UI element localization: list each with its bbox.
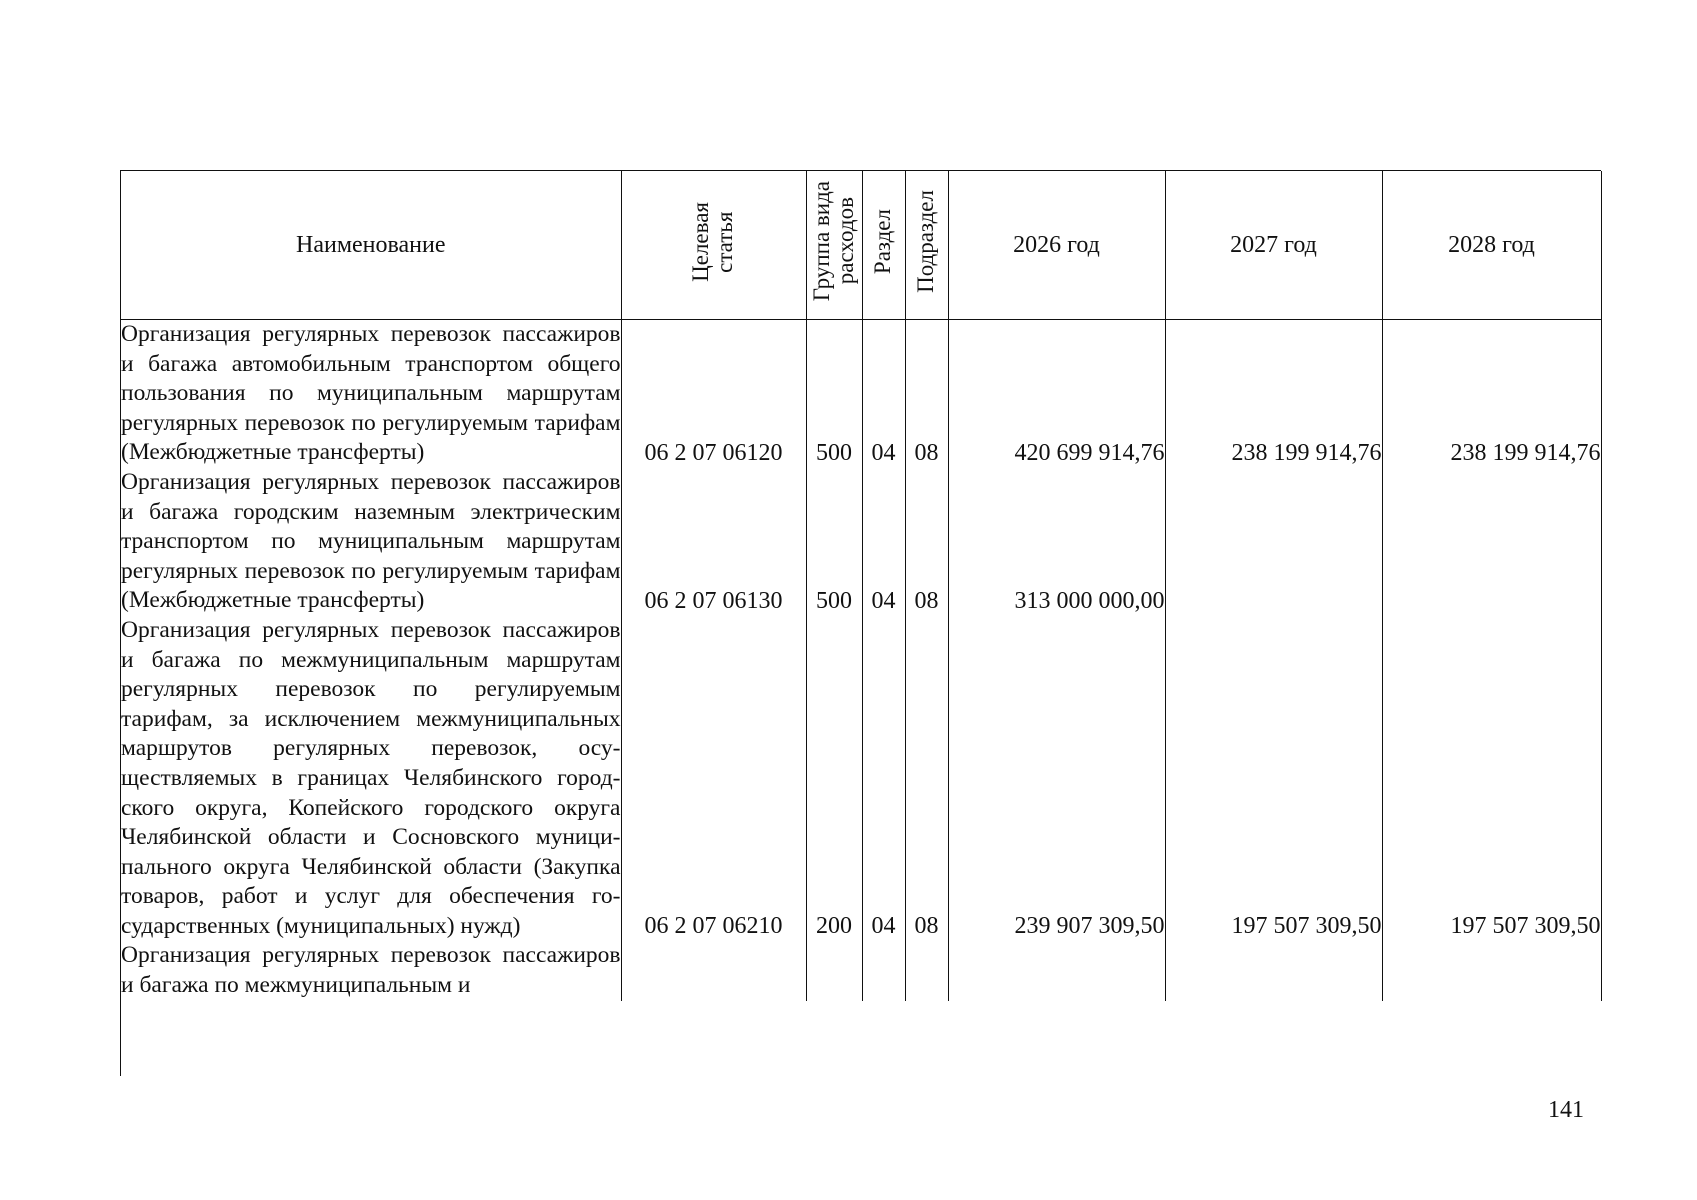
header-year-2026 <box>948 171 1165 320</box>
row-target-item: 06 2 07 06120 <box>621 320 806 468</box>
header-year-2027 <box>1165 171 1382 320</box>
row-amount-2026 <box>948 941 1165 1000</box>
row-amount-2027: 238 199 914,76 <box>1165 320 1382 468</box>
row-subsection: 08 <box>905 468 948 616</box>
table-header-row <box>121 171 1601 320</box>
header-subsection <box>905 171 948 320</box>
row-amount-2027 <box>1165 941 1382 1000</box>
row-amount-2027: 197 507 309,50 <box>1165 616 1382 942</box>
row-name: Организация регулярных перевозок пассажиров и багажа по межмуниципальным и <box>121 941 621 1000</box>
header-name <box>121 171 621 320</box>
row-expense-group: 500 <box>806 468 862 616</box>
row-amount-2026: 239 907 309,50 <box>948 616 1165 942</box>
row-amount-2028 <box>1382 941 1601 1000</box>
row-section: 04 <box>862 468 905 616</box>
row-name: Организация регулярных перевозок пассажиров и багажа городским наземным электрическим транспортом по муниципальным маршрутам регулярных перевозок по регулируемым тарифам (Межбюджетные трансферты) <box>121 468 621 616</box>
row-subsection <box>905 941 948 1000</box>
row-amount-2026: 420 699 914,76 <box>948 320 1165 468</box>
page-number: 141 <box>1548 1097 1584 1123</box>
row-amount-2026: 313 000 000,00 <box>948 468 1165 616</box>
row-section: 04 <box>862 320 905 468</box>
header-year-2026-label: 2026 год <box>1013 231 1100 258</box>
row-name: Организация регулярных перевозок пассажиров и багажа по межмуниципальным маршрутам регулярных перевозок по регулируемым тарифам, за исключением межмуниципальных маршрутов регулярных перевозок, осуществляемых в границах Челябинского городского округа, Копейского городского округа Челябинской области и Сосновского муниципального округа Челябинской области (Закупка товаров, работ и услуг для обеспечения государственных (муниципальных) нужд) <box>121 616 621 942</box>
row-target-item: 06 2 07 06130 <box>621 468 806 616</box>
header-year-2028-label: 2028 год <box>1448 231 1535 258</box>
row-section <box>862 941 905 1000</box>
row-amount-2027 <box>1165 468 1382 616</box>
header-target-item-label: Целевая статья <box>688 201 738 282</box>
row-subsection: 08 <box>905 320 948 468</box>
row-name: Организация регулярных перевозок пассажиров и багажа автомобильным транспортом общего пользования по муниципальным маршрутам регулярных перевозок по регулируемым тарифам (Межбюджетные трансферты) <box>121 320 621 468</box>
header-year-2027-label: 2027 год <box>1230 231 1317 258</box>
header-expense-group-label: Группа вида расходов <box>808 181 858 302</box>
table-row <box>121 941 1601 1000</box>
header-subsection-label: Подраздел <box>913 190 939 293</box>
row-amount-2028 <box>1382 468 1601 616</box>
row-amount-2028: 238 199 914,76 <box>1382 320 1601 468</box>
header-expense-group <box>806 171 862 320</box>
header-name-label: Наименование <box>295 231 446 258</box>
table-row <box>121 616 1601 942</box>
row-subsection: 08 <box>905 616 948 942</box>
header-section <box>862 171 905 320</box>
budget-table-frame <box>120 170 1601 1076</box>
header-year-2028 <box>1382 171 1601 320</box>
row-target-item <box>621 941 806 1000</box>
table-row <box>121 468 1601 616</box>
row-amount-2028: 197 507 309,50 <box>1382 616 1601 942</box>
budget-table <box>121 171 1602 1001</box>
header-target-item <box>621 171 806 320</box>
header-section-label: Раздел <box>870 208 896 275</box>
row-expense-group: 200 <box>806 616 862 942</box>
row-expense-group <box>806 941 862 1000</box>
row-section: 04 <box>862 616 905 942</box>
row-expense-group: 500 <box>806 320 862 468</box>
table-row <box>121 320 1601 468</box>
row-target-item: 06 2 07 06210 <box>621 616 806 942</box>
